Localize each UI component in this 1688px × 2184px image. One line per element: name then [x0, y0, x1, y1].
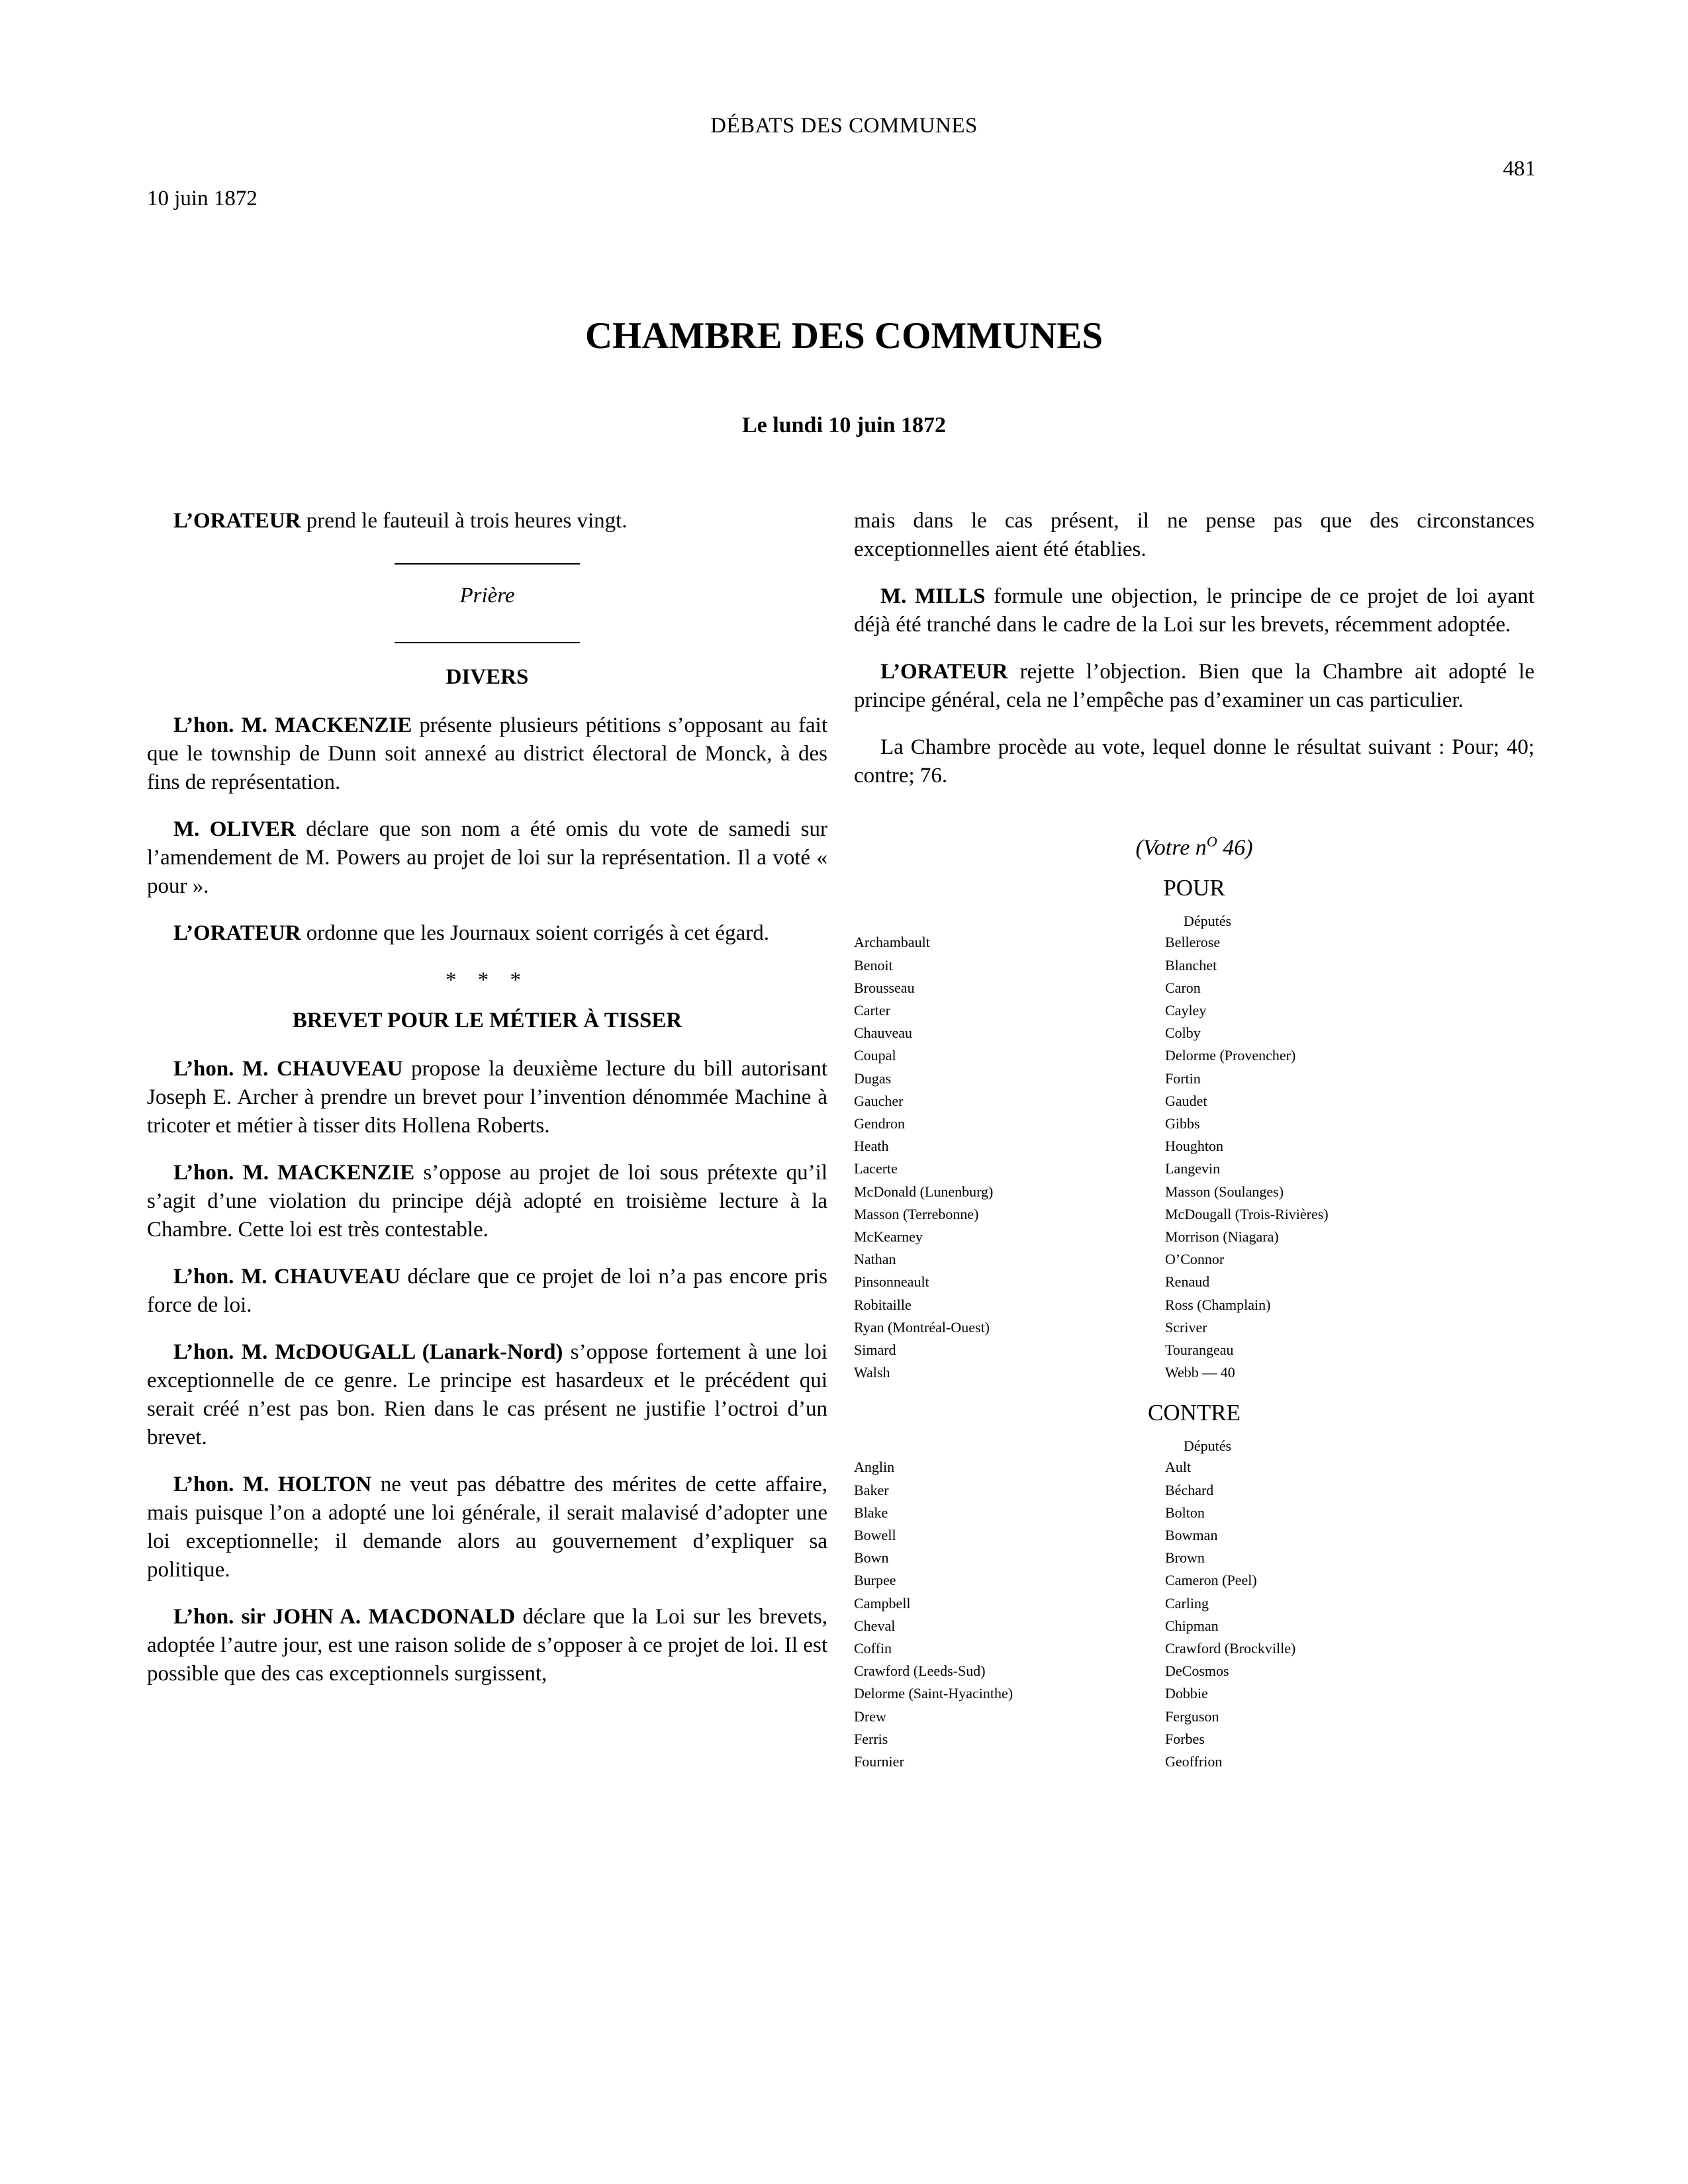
member-name: Langevin [1165, 1160, 1221, 1177]
divider [395, 642, 580, 643]
contre-heading: CONTRE [1148, 1400, 1241, 1426]
paragraph [854, 582, 1534, 639]
paragraph-text: déclare que son nom a été omis du vote de samedi sur l’amendement de M. Powers au projet de loi sur la représentation. Il a voté « pour ». [147, 817, 827, 898]
member-name: Pinsonneault [854, 1273, 929, 1291]
member-name: Delorme (Saint-Hyacinthe) [854, 1685, 1013, 1702]
member-name: Ryan (Montréal-Ouest) [854, 1318, 990, 1336]
paragraph-text: présente plusieurs pétitions s’opposant au fait que le township de Dunn soit annexé au district électoral de Monck, à des fins de représentation. [147, 713, 827, 794]
contre-list-left [854, 1456, 1165, 1773]
member-name: Benoit [854, 956, 893, 974]
member-name: Archambault [854, 934, 930, 951]
member-name: Gibbs [1165, 1115, 1200, 1132]
member-name: Renaud [1165, 1273, 1210, 1291]
member-name: Masson (Terrebonne) [854, 1205, 979, 1222]
member-name: Delorme (Provencher) [1165, 1047, 1296, 1064]
running-head: DÉBATS DES COMMUNES [710, 114, 978, 138]
paragraph [147, 1055, 827, 1140]
paragraph [147, 1471, 827, 1584]
member-name: McKearney [854, 1228, 923, 1245]
member-name: Crawford (Leeds-Sud) [854, 1662, 986, 1680]
member-name: Morrison (Niagara) [1165, 1228, 1279, 1245]
member-name: Heath [854, 1138, 889, 1155]
member-name: Scriver [1165, 1318, 1207, 1336]
paragraph-text: s’oppose fortement à une loi exceptionnelle de ce genre. Le principe est hasardeux et le précédent qui serait créé n’est pas bon. Rien dans le cas présent ne justifie l’octroi d’un brevet. [147, 1340, 827, 1449]
member-name: Béchard [1165, 1481, 1214, 1498]
paragraph-text: rejette l’objection. Bien que la Chambre ait adopté le principe général, cela ne l’empêche pas d’examiner un cas particulier. [854, 660, 1534, 712]
member-name: Gendron [854, 1115, 905, 1132]
speaker-name: L’hon. M. CHAUVEAU [173, 1057, 403, 1081]
paragraph-continued: mais dans le cas présent, il ne pense pas que des circonstances exceptionnelles aient été établies. [854, 509, 1534, 561]
member-name: Bowman [1165, 1527, 1218, 1543]
paragraph [147, 507, 827, 535]
member-name: Carling [1165, 1594, 1209, 1612]
paragraph [147, 1159, 827, 1244]
speaker-name: L’hon. M. MACKENZIE [173, 713, 412, 737]
member-name: Geoffrion [1165, 1753, 1223, 1770]
member-name: Baker [854, 1481, 889, 1498]
speaker-name: M. MILLS [880, 584, 986, 608]
sitting-heading: Le lundi 10 juin 1872 [742, 413, 946, 437]
pour-heading: POUR [1163, 875, 1225, 901]
vote-title-prefix: (Votre n [1135, 835, 1207, 860]
member-name: Bellerose [1165, 934, 1221, 951]
member-name: Ferguson [1165, 1707, 1219, 1725]
member-name: Nathan [854, 1251, 896, 1268]
member-name: Fortin [1165, 1069, 1201, 1087]
deputes-label: Députés [1183, 1437, 1232, 1455]
paragraph [147, 1263, 827, 1320]
paragraph [147, 919, 827, 948]
member-name: Fournier [854, 1753, 904, 1770]
member-name: Chipman [1165, 1617, 1219, 1634]
member-name: Cameron (Peel) [1165, 1572, 1257, 1589]
member-name: Bowell [854, 1527, 896, 1543]
member-name: DeCosmos [1165, 1662, 1229, 1680]
member-name: Blake [854, 1504, 888, 1521]
member-name: Simard [854, 1341, 896, 1358]
member-name: Bown [854, 1549, 889, 1567]
paragraph-text: formule une objection, le principe de ce projet de loi ayant déjà été tranché dans le cadre de la Loi sur les brevets, récemment adoptée. [854, 584, 1534, 637]
member-name: O’Connor [1165, 1251, 1225, 1268]
paragraph: La Chambre procède au vote, lequel donne le résultat suivant : Pour; 40; contre; 76. [854, 735, 1534, 788]
member-name: Blanchet [1165, 956, 1217, 974]
member-name: Drew [854, 1707, 886, 1725]
right-column [854, 507, 1534, 1773]
member-name: Ault [1165, 1459, 1192, 1476]
member-name: Cheval [854, 1617, 896, 1634]
member-name: Chauveau [854, 1024, 912, 1042]
member-name: Tourangeau [1165, 1341, 1234, 1358]
pour-list-left [854, 931, 1165, 1384]
deputes-label: Députés [1183, 913, 1232, 930]
paragraph-text: ne veut pas débattre des mérites de cette affaire, mais puisque l’on a adopté une loi générale, il serait malavisé d’adopter une loi exceptionnelle; il demande alors au gouvernement d’expliquer sa politique. [147, 1473, 827, 1582]
speaker-name: L’ORATEUR [880, 660, 1008, 684]
pour-list-right [1165, 931, 1523, 1384]
speaker-name: L’ORATEUR [173, 509, 301, 533]
member-name: Coffin [854, 1640, 892, 1657]
paragraph [147, 711, 827, 797]
prayer-heading: Prière [459, 584, 515, 608]
member-name: Colby [1165, 1024, 1201, 1042]
vote-title-suffix: 46) [1217, 835, 1253, 860]
member-name: Coupal [854, 1047, 896, 1064]
paragraph-text: déclare que la Loi sur les brevets, adoptée l’autre jour, est une raison solide de s’opposer à ce projet de loi. Il est possible que des cas exceptionnels surgissent, [147, 1605, 827, 1686]
contre-list-right [1165, 1456, 1523, 1773]
member-name: Ross (Champlain) [1165, 1296, 1271, 1313]
section-heading: BREVET POUR LE MÉTIER À TISSER [292, 1009, 682, 1032]
member-name: Burpee [854, 1572, 896, 1589]
left-column [147, 507, 827, 1707]
page-number: 481 [1503, 157, 1536, 181]
section-separator: * * * [445, 968, 529, 992]
member-name: Forbes [1165, 1730, 1205, 1747]
member-name: McDonald (Lunenburg) [854, 1183, 994, 1200]
speaker-name: L’hon. M. HOLTON [173, 1473, 372, 1496]
section-heading: DIVERS [445, 665, 529, 689]
vote-title-superscript: O [1206, 833, 1217, 850]
speaker-name: L’hon. M. McDOUGALL (Lanark-Nord) [173, 1340, 563, 1364]
paragraph [147, 815, 827, 901]
paragraph [854, 658, 1534, 715]
member-name: Campbell [854, 1594, 911, 1612]
speaker-name: L’ORATEUR [173, 921, 301, 945]
member-name: Dugas [854, 1069, 892, 1087]
member-name: Crawford (Brockville) [1165, 1640, 1296, 1657]
member-name: McDougall (Trois-Rivières) [1165, 1205, 1329, 1222]
paragraph [147, 1338, 827, 1452]
member-name: Gaudet [1165, 1092, 1207, 1109]
sitting-date: 10 juin 1872 [147, 187, 258, 210]
member-name: Masson (Soulanges) [1165, 1183, 1284, 1200]
speaker-name: L’hon. sir JOHN A. MACDONALD [173, 1605, 516, 1629]
member-name: Webb — 40 [1165, 1364, 1235, 1381]
member-name: Houghton [1165, 1138, 1223, 1155]
member-name: Lacerte [854, 1160, 898, 1177]
member-name: Ferris [854, 1730, 888, 1747]
divider [395, 563, 580, 565]
paragraph-text: déclare que ce projet de loi n’a pas encore pris force de loi. [147, 1265, 827, 1317]
vote-title [854, 827, 1534, 862]
member-name: Brousseau [854, 979, 915, 996]
paragraph-text: s’oppose au projet de loi sous prétexte qu’il s’agit d’une violation du principe déjà adopté en troisième lecture à la Chambre. Cette loi est très contestable. [147, 1161, 827, 1242]
member-name: Bolton [1165, 1504, 1205, 1521]
member-name: Walsh [854, 1364, 890, 1381]
member-name: Carter [854, 1001, 890, 1019]
contre-roster [854, 1456, 1534, 1773]
pour-roster [854, 931, 1534, 1384]
paragraph-text: prend le fauteuil à trois heures vingt. [301, 509, 628, 533]
member-name: Brown [1165, 1549, 1205, 1567]
paragraph-text: propose la deuxième lecture du bill autorisant Joseph E. Archer à prendre un brevet pour l’invention dénommée Machine à tricoter et métier à tisser dits Hollena Roberts. [147, 1057, 827, 1138]
member-name: Cayley [1165, 1001, 1207, 1019]
page-title: CHAMBRE DES COMMUNES [585, 315, 1103, 357]
speaker-name: M. OLIVER [173, 817, 296, 841]
paragraph [147, 1603, 827, 1688]
member-name: Gaucher [854, 1092, 904, 1109]
paragraph-text: ordonne que les Journaux soient corrigés à cet égard. [301, 921, 769, 945]
member-name: Dobbie [1165, 1685, 1208, 1702]
member-name: Robitaille [854, 1296, 912, 1313]
speaker-name: L’hon. M. MACKENZIE [173, 1161, 415, 1185]
member-name: Caron [1165, 979, 1201, 996]
member-name: Anglin [854, 1459, 895, 1476]
speaker-name: L’hon. M. CHAUVEAU [173, 1265, 400, 1289]
